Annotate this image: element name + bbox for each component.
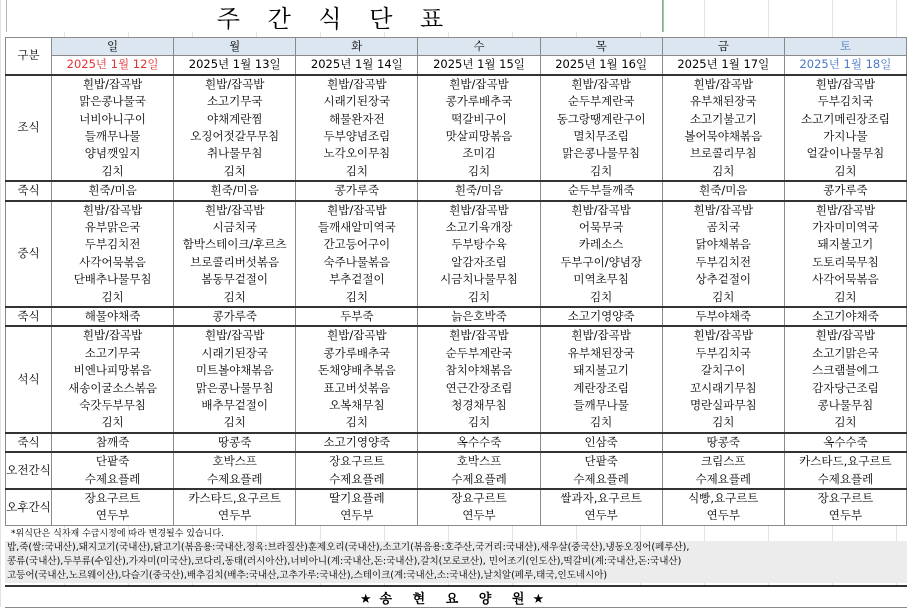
meal-items-cell[interactable] [174, 433, 296, 452]
meal-items-cell[interactable] [52, 307, 174, 326]
menu-item: 얼갈이나물무침 [806, 146, 885, 161]
menu-item: 흰죽/미음 [699, 183, 748, 198]
menu-item: 돼지불고기 [573, 363, 629, 378]
meal-items-cell[interactable] [174, 489, 296, 525]
menu-item: 수제요플레 [206, 471, 263, 486]
date-cell[interactable]: 2025년 1월 13일 [174, 56, 296, 75]
menu-item: 미트볼야채볶음 [195, 363, 274, 378]
menu-item: 수제요플레 [329, 471, 385, 486]
page-title: 주 간 식 단 표 [216, 4, 454, 33]
menu-item: 장요구르트 [84, 491, 141, 505]
meal-items-cell[interactable] [540, 326, 662, 432]
menu-item: 브로콜리버섯볶음 [190, 254, 280, 269]
menu-item: 김치 [223, 415, 246, 430]
menu-item: 흰밥/잡곡밥 [327, 328, 387, 343]
menu-item: 땅콩죽 [706, 434, 740, 449]
menu-item: 소고기무국 [84, 345, 141, 360]
meal-items-cell[interactable] [784, 201, 906, 307]
menu-item: 연두부 [462, 508, 496, 523]
menu-item: 간고등어구이 [323, 237, 391, 252]
date-header-row [6, 56, 907, 75]
menu-item: 흰밥/잡곡밥 [815, 202, 876, 217]
meal-row [6, 489, 907, 525]
menu-item: 동그랑땡계란구이 [556, 111, 646, 126]
menu-item: 오징어젓갈무무침 [190, 129, 280, 143]
menu-item: 콩가루죽 [823, 183, 868, 198]
menu-item: 노각오이무침 [323, 146, 391, 161]
meal-category-cell[interactable]: 죽식 [6, 307, 52, 326]
menu-item: 김치 [223, 289, 246, 304]
facility-signature: ★송 현 요 양 원★ [5, 585, 907, 608]
menu-item: 두부탕수육 [451, 237, 507, 252]
menu-item: 콩나물무침 [817, 397, 874, 412]
menu-item: 김치 [834, 289, 857, 304]
menu-item: 흰밥/잡곡밥 [205, 202, 265, 217]
origin-line: 밥,죽(쌀:국내산),돼지고기(국내산),닭고기(볶음용:국내산,정육:브라질산)훈제오리(국내산),소고기(볶음용:호주산,국거리:국내산),새우살(중국산),냉동오징어(페루산), [7, 542, 690, 553]
meal-items-cell[interactable] [296, 181, 418, 200]
menu-item: 김치 [712, 163, 735, 178]
menu-item: 알감자조림 [451, 254, 507, 269]
day-name-cell[interactable]: 금 [662, 38, 784, 56]
menu-item: 흰밥/잡곡밥 [449, 328, 509, 343]
menu-item: 두부야채죽 [695, 309, 752, 323]
menu-item: 두부죽 [340, 309, 374, 323]
menu-item: 연두부 [584, 508, 618, 523]
menu-item: 새송이굴소스볶음 [68, 380, 157, 395]
menu-item: 감자당근조림 [812, 380, 879, 395]
menu-item: 수제요플레 [451, 471, 507, 486]
menu-item: 크림스프 [701, 454, 746, 469]
meal-items-cell[interactable] [418, 201, 540, 307]
menu-item: 수제요플레 [573, 471, 629, 486]
menu-item: 단팥죽 [95, 454, 130, 469]
category-header[interactable]: 구분 [6, 38, 52, 75]
menu-item: 흰밥/잡곡밥 [571, 202, 631, 217]
date-cell[interactable]: 2025년 1월 17일 [662, 56, 784, 75]
menu-item: 흰밥/잡곡밥 [82, 202, 143, 217]
menu-item: 두부김치전 [84, 237, 141, 252]
date-cell[interactable]: 2025년 1월 12일 [52, 56, 174, 75]
menu-item: 흰밥/잡곡밥 [693, 328, 753, 343]
menu-item: 순두부계란국 [445, 345, 513, 360]
menu-item: 미역초무침 [573, 272, 629, 287]
menu-item: 단팥죽 [584, 454, 618, 469]
meal-row [6, 452, 907, 489]
meal-items-cell[interactable] [540, 489, 662, 525]
menu-item: 소고기야채죽 [812, 309, 879, 323]
menu-item: 김치 [345, 289, 368, 304]
menu-item: 들깨무나물 [84, 129, 141, 143]
menu-item: 함박스테이크/후르츠 [182, 237, 287, 252]
menu-item: 수제요플레 [695, 471, 752, 486]
menu-item: 해물완자전 [329, 111, 385, 126]
menu-item: 흰밥/잡곡밥 [815, 76, 876, 91]
menu-item: 흰밥/잡곡밥 [815, 328, 876, 343]
menu-item: 너비아니구이 [79, 111, 146, 126]
menu-item: 연근간장조림 [445, 380, 513, 395]
menu-item: 옥수수죽 [823, 434, 868, 449]
menu-item: 맑은콩나물무침 [562, 146, 641, 161]
meal-category-cell[interactable]: 석식 [6, 326, 52, 432]
menu-item: 흰밥/잡곡밥 [449, 76, 509, 91]
menu-item: 소고기맑은국 [812, 345, 879, 360]
meal-category-cell[interactable]: 죽식 [6, 433, 52, 452]
menu-item: 가지나물 [823, 129, 868, 143]
menu-item: 가자미미역국 [812, 220, 879, 235]
meal-items-cell[interactable] [174, 181, 296, 200]
menu-item: 흰죽/미음 [454, 183, 504, 198]
menu-item: 시금치나물무침 [440, 272, 518, 287]
menu-item: 소고기메린장조림 [800, 111, 890, 126]
meal-items-cell[interactable] [296, 75, 418, 181]
menu-item: 두부김치국 [817, 94, 874, 109]
menu-item: 김치 [467, 415, 491, 430]
date-cell[interactable]: 2025년 1월 18일 [784, 56, 906, 75]
meal-category-cell[interactable]: 조식 [6, 75, 52, 181]
menu-item: 흰밥/잡곡밥 [82, 76, 143, 91]
meal-row [6, 181, 907, 200]
menu-item: 소고기육개장 [445, 220, 513, 235]
meal-items-cell[interactable] [540, 307, 662, 326]
meal-items-cell[interactable] [174, 75, 296, 181]
meal-items-cell[interactable] [784, 433, 906, 452]
menu-item: 호박스프 [456, 454, 502, 469]
menu-item: 부추겉절이 [329, 272, 385, 287]
menu-item: 순두부계란국 [567, 94, 635, 109]
date-cell[interactable]: 2025년 1월 16일 [540, 56, 662, 75]
menu-item: 연두부 [828, 508, 863, 523]
meal-row [6, 433, 907, 452]
menu-item: 조미김 [462, 146, 496, 161]
meal-items-cell[interactable] [52, 433, 174, 452]
menu-item: 표고버섯볶음 [323, 380, 391, 395]
meal-items-cell[interactable] [662, 452, 784, 489]
menu-item: 유부채된장국 [567, 345, 635, 360]
menu-item: 사각어묵볶음 [79, 254, 146, 269]
title-cell[interactable] [6, 0, 664, 32]
menu-item: 단배추나물무침 [73, 272, 152, 287]
meal-items-cell[interactable] [52, 201, 174, 307]
menu-item: 연두부 [95, 508, 130, 523]
menu-item: 늙은호박죽 [451, 309, 507, 323]
day-name-cell[interactable]: 일 [52, 38, 174, 56]
menu-item: 딸기요플레 [329, 491, 385, 505]
menu-note: *위식단은 식자재 수급시정에 따라 변경될수 있습니다. [11, 529, 224, 539]
menu-item: 장요구르트 [329, 454, 385, 469]
menu-item: 취나물무침 [206, 146, 263, 161]
menu-item: 수제요플레 [84, 471, 141, 486]
menu-item: 흰죽/미음 [210, 183, 259, 198]
menu-item: 어묵무국 [578, 220, 624, 235]
menu-item: 맛살피망볶음 [445, 129, 513, 143]
meal-row [6, 326, 907, 432]
menu-item: 도토리묵무침 [812, 254, 879, 269]
day-header-row [6, 38, 907, 56]
menu-item: 닭야채볶음 [695, 237, 752, 252]
meal-items-cell[interactable] [52, 326, 174, 432]
menu-item: 김치 [834, 163, 857, 178]
day-name-cell[interactable]: 토 [784, 38, 906, 56]
menu-item: 호박스프 [212, 454, 257, 469]
menu-item: 김치 [101, 289, 124, 304]
menu-item: 맑은콩나물국 [79, 94, 146, 109]
meal-items-cell[interactable] [296, 307, 418, 326]
menu-item: 김치 [345, 415, 368, 430]
meal-items-cell[interactable] [296, 489, 418, 525]
menu-item: 돈채양배추볶음 [317, 363, 396, 378]
menu-item: 수제요플레 [817, 471, 874, 486]
menu-item: 야채계란찜 [206, 111, 263, 126]
menu-item: 소고기영양죽 [567, 309, 635, 323]
meal-items-cell[interactable] [662, 489, 784, 525]
menu-item: 유부맑은국 [84, 220, 141, 235]
meal-items-cell[interactable] [418, 181, 540, 200]
meal-items-cell[interactable] [418, 326, 540, 432]
menu-item: 들깨새알미역국 [317, 220, 396, 235]
meal-items-cell[interactable] [418, 452, 540, 489]
menu-item: 흰밥/잡곡밥 [205, 328, 265, 343]
menu-item: 연두부 [218, 508, 252, 523]
menu-item: 참깨죽 [95, 434, 130, 449]
meal-items-cell[interactable] [296, 326, 418, 432]
menu-item: 김치 [467, 289, 491, 304]
day-name-cell[interactable]: 월 [174, 38, 296, 56]
menu-item: 김치 [590, 289, 613, 304]
menu-item: 김치 [590, 415, 613, 430]
menu-item: 두부구이/양념장 [560, 254, 642, 269]
menu-item: 돼지불고기 [817, 237, 874, 252]
meal-items-cell[interactable] [174, 201, 296, 307]
menu-item: 연두부 [340, 508, 374, 523]
menu-item: 소고기영양죽 [323, 434, 391, 449]
meal-items-cell[interactable] [418, 433, 540, 452]
meal-items-cell[interactable] [784, 307, 906, 326]
menu-item: 김치 [467, 163, 491, 178]
menu-item: 갈치구이 [701, 363, 746, 378]
meal-items-cell[interactable] [540, 75, 662, 181]
meal-row [6, 201, 907, 307]
meal-items-cell[interactable] [662, 75, 784, 181]
menu-item: 흰밥/잡곡밥 [449, 202, 509, 217]
menu-item: 카스타드,요구르트 [799, 454, 892, 469]
menu-item: 장요구르트 [817, 491, 874, 505]
menu-item: 오복채무침 [329, 397, 385, 412]
meal-items-cell[interactable] [296, 201, 418, 307]
menu-item: 멸치무조림 [573, 129, 629, 143]
menu-item: 해물야채죽 [84, 309, 141, 323]
meal-items-cell[interactable] [52, 181, 174, 200]
menu-item: 꼬시래기무침 [689, 380, 757, 395]
meal-items-cell[interactable] [418, 489, 540, 525]
menu-item: 곰치국 [706, 220, 740, 235]
menu-item: 흰밥/잡곡밥 [571, 76, 631, 91]
menu-item: 흰밥/잡곡밥 [82, 328, 143, 343]
menu-item: 시래기된장국 [323, 94, 391, 109]
menu-item: 옥수수죽 [456, 434, 502, 449]
menu-item: 흰밥/잡곡밥 [327, 202, 387, 217]
meal-items-cell[interactable] [662, 433, 784, 452]
menu-item: 두부양념조림 [323, 129, 391, 143]
weekly-menu-table [5, 37, 907, 526]
meal-items-cell[interactable] [662, 201, 784, 307]
meal-items-cell[interactable] [52, 489, 174, 525]
meal-items-cell[interactable] [52, 452, 174, 489]
day-name-cell[interactable]: 수 [418, 38, 540, 56]
meal-items-cell[interactable] [540, 181, 662, 200]
menu-item: 흰밥/잡곡밥 [693, 202, 753, 217]
menu-item: 비엔나피망볶음 [73, 363, 152, 378]
menu-item: 카스타드,요구르트 [188, 491, 281, 505]
origin-info [5, 541, 907, 583]
meal-items-cell[interactable] [662, 326, 784, 432]
empty-cells [662, 0, 910, 32]
menu-item: 김치 [590, 163, 613, 178]
menu-item: 흰밥/잡곡밥 [693, 76, 753, 91]
menu-item: 숙주나물볶음 [323, 254, 391, 269]
meal-items-cell[interactable] [418, 307, 540, 326]
meal-items-cell[interactable] [784, 326, 906, 432]
day-name-cell[interactable]: 목 [540, 38, 662, 56]
menu-item: 콩가루죽 [334, 183, 380, 198]
meal-category-cell[interactable]: 오후간식 [6, 489, 52, 525]
meal-category-cell[interactable]: 죽식 [6, 181, 52, 200]
meal-items-cell[interactable] [540, 201, 662, 307]
meal-row [6, 75, 907, 181]
meal-items-cell[interactable] [296, 433, 418, 452]
menu-item: 양념깻잎지 [84, 146, 141, 161]
meal-items-cell[interactable] [540, 452, 662, 489]
menu-item: 인삼죽 [584, 434, 618, 449]
meal-items-cell[interactable] [662, 181, 784, 200]
menu-item: 시래기된장국 [201, 345, 269, 360]
menu-item: 카레소스 [578, 237, 624, 252]
menu-item: 연두부 [706, 508, 740, 523]
menu-item: 브로콜리무침 [689, 146, 757, 161]
menu-item: 김치 [223, 163, 246, 178]
menu-item: 두부김치국 [695, 345, 752, 360]
date-cell[interactable]: 2025년 1월 14일 [296, 56, 418, 75]
menu-item: 흰밥/잡곡밥 [205, 76, 265, 91]
meal-items-cell[interactable] [784, 452, 906, 489]
meal-category-cell[interactable]: 오전간식 [6, 452, 52, 489]
menu-item: 식빵,요구르트 [688, 491, 759, 505]
menu-item: 청경채무침 [451, 397, 507, 412]
menu-item: 김치 [101, 163, 124, 178]
menu-item: 명란실파무침 [689, 397, 757, 412]
menu-item: 들깨무나물 [573, 397, 629, 412]
menu-item: 두부김치전 [695, 254, 752, 269]
menu-item: 계란장조림 [573, 380, 629, 395]
menu-item: 참치야채볶음 [445, 363, 513, 378]
menu-item: 소고기불고기 [689, 111, 757, 126]
meal-items-cell[interactable] [52, 75, 174, 181]
menu-item: 사각어묵볶음 [812, 272, 879, 287]
menu-item: 쌀과자,요구르트 [560, 491, 642, 505]
meal-items-cell[interactable] [418, 75, 540, 181]
day-name-cell[interactable]: 화 [296, 38, 418, 56]
meal-items-cell[interactable] [174, 307, 296, 326]
menu-item: 봄동무겉절이 [201, 272, 269, 287]
menu-item: 김치 [712, 415, 735, 430]
menu-item: 시금치국 [212, 220, 257, 235]
origin-line: 고등어(국내산,노르웨이산),다슬기(중국산),배추김치(배추:국내산,고추가루:국내산),스테이크(계:국내산,소:국내산),날치알(페루,태국,인도네시아) [7, 570, 608, 581]
menu-item: 떡갈비구이 [451, 111, 507, 126]
menu-item: 볼어묵야채볶음 [684, 129, 763, 143]
meal-category-cell[interactable]: 중식 [6, 201, 52, 307]
meal-items-cell[interactable] [784, 75, 906, 181]
menu-item: 장요구르트 [451, 491, 507, 505]
meal-items-cell[interactable] [540, 433, 662, 452]
menu-item: 흰밥/잡곡밥 [571, 328, 631, 343]
menu-item: 콩가루배추국 [323, 345, 391, 360]
meal-items-cell[interactable] [662, 307, 784, 326]
meal-items-cell[interactable] [296, 452, 418, 489]
menu-item: 상추겉절이 [695, 272, 752, 287]
origin-line: 콩류(국내산),두부류(수입산),가자미(미국산),코다리,동태(러시아산),너비아니(계:국내산,돈:국내산),갈치(모로코산), 민어조기(인도산),떡갈비(계:국내산,돈:국내산) [7, 556, 682, 567]
menu-item: 김치 [834, 415, 857, 430]
menu-item: 흰죽/미음 [88, 183, 137, 198]
meal-items-cell[interactable] [784, 489, 906, 525]
meal-items-cell[interactable] [174, 326, 296, 432]
menu-item: 유부채된장국 [689, 94, 757, 109]
menu-item: 콩가루죽 [212, 309, 257, 323]
meal-items-cell[interactable] [784, 181, 906, 200]
menu-item: 순두부들깨죽 [567, 183, 635, 198]
menu-item: 땅콩죽 [218, 434, 252, 449]
menu-item: 김치 [712, 289, 735, 304]
meal-row [6, 307, 907, 326]
menu-item: 김치 [345, 163, 368, 178]
menu-item: 배추무겉절이 [201, 397, 269, 412]
menu-item: 소고기무국 [206, 94, 263, 109]
menu-item: 김치 [101, 415, 124, 430]
menu-item: 흰밥/잡곡밥 [327, 76, 387, 91]
meal-items-cell[interactable] [174, 452, 296, 489]
menu-item: 숙갓두부무침 [79, 397, 146, 412]
menu-item: 콩가루배추국 [445, 94, 513, 109]
menu-item: 맑은콩나물무침 [195, 380, 274, 395]
date-cell[interactable]: 2025년 1월 15일 [418, 56, 540, 75]
menu-item: 스크램블에그 [812, 363, 879, 378]
